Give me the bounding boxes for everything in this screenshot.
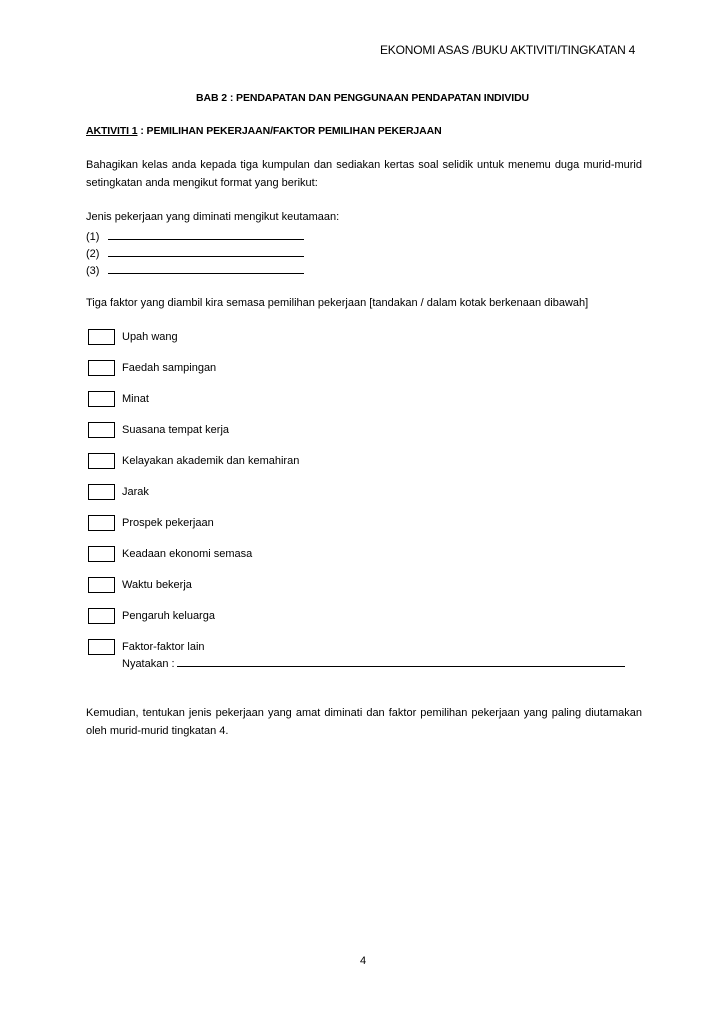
factor-checkbox[interactable] [88, 484, 115, 500]
factor-label: Prospek pekerjaan [122, 517, 214, 529]
factor-label: Minat [122, 393, 149, 405]
factor-label: Jarak [122, 486, 149, 498]
factor-label: Faktor-faktor lain [122, 641, 205, 653]
job-line-2 [86, 246, 304, 260]
factor-label: Waktu bekerja [122, 579, 192, 591]
factor-checkbox[interactable] [88, 515, 115, 531]
job-index: (2) [86, 248, 100, 260]
activity-number: AKTIVITI 1 [86, 125, 138, 137]
activity-heading [86, 125, 442, 137]
factor-label: Keadaan ekonomi semasa [122, 548, 253, 560]
factor-label: Suasana tempat kerja [122, 424, 230, 436]
activity-title: : PEMILIHAN PEKERJAAN/FAKTOR PEMILIHAN PEKERJAAN [137, 125, 442, 137]
factor-checkbox[interactable] [88, 608, 115, 624]
page-number: 4 [360, 955, 367, 967]
factor-checkbox[interactable] [88, 639, 115, 655]
instructions-paragraph: Bahagikan kelas anda kepada tiga kumpulan dan sediakan kertas soal selidik untuk menemu duga murid-murid setingkatan anda mengikut format yang berikut: [86, 159, 642, 189]
factor-checkbox[interactable] [88, 546, 115, 562]
specify-line [122, 656, 625, 670]
factor-checkbox[interactable] [88, 360, 115, 376]
factor-label: Pengaruh keluarga [122, 610, 215, 622]
job-index: (3) [86, 265, 100, 277]
factor-label: Kelayakan akademik dan kemahiran [122, 455, 300, 467]
factors-title: Tiga faktor yang diambil kira semasa pemilihan pekerjaan [tandakan / dalam kotak berkenaan dibawah] [86, 297, 589, 309]
factor-checkbox[interactable] [88, 422, 115, 438]
jobs-title: Jenis pekerjaan yang diminati mengikut keutamaan: [86, 211, 340, 223]
job-index: (1) [86, 231, 100, 243]
job-answer-blank[interactable] [108, 246, 304, 257]
factor-checkbox[interactable] [88, 577, 115, 593]
factor-checkbox[interactable] [88, 329, 115, 345]
factor-checkbox[interactable] [88, 453, 115, 469]
job-answer-blank[interactable] [108, 263, 304, 274]
specify-answer-blank[interactable] [177, 656, 625, 667]
job-line-1 [86, 229, 304, 243]
factor-checkbox[interactable] [88, 391, 115, 407]
job-line-3 [86, 263, 304, 277]
page-header: EKONOMI ASAS /BUKU AKTIVITI/TINGKATAN 4 [380, 43, 636, 57]
factor-label: Faedah sampingan [122, 362, 217, 374]
job-answer-blank[interactable] [108, 229, 304, 240]
specify-label: Nyatakan : [122, 658, 175, 670]
factor-label: Upah wang [122, 331, 178, 343]
chapter-title: BAB 2 : PENDAPATAN DAN PENGGUNAAN PENDAPATAN INDIVIDU [196, 92, 530, 104]
conclusion-paragraph: Kemudian, tentukan jenis pekerjaan yang amat diminati dan faktor pemilihan pekerjaan yang paling diutamakan oleh murid-murid tingkatan 4. [86, 707, 642, 737]
